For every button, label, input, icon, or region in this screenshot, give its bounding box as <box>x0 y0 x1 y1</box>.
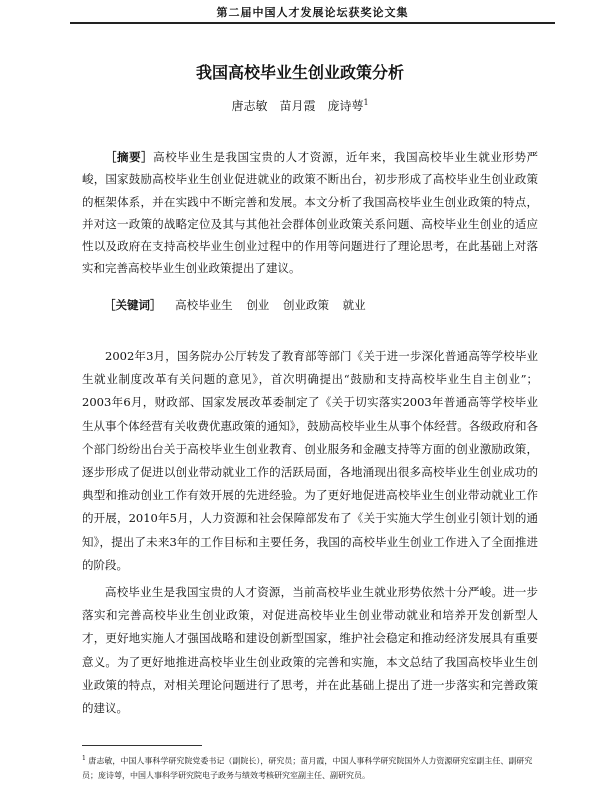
keyword: 创业政策 <box>282 298 329 312</box>
keyword: 高校毕业生 <box>175 298 233 312</box>
running-header: 第二届中国人才发展论坛获奖论文集 <box>70 4 555 24</box>
footnote-text: 唐志敏，中国人事科学研究院党委书记（副院长），研究员；苗月霞，中国人事科学研究院国外人力资源研究室副主任、副研究员；庞诗萼，中国人事科学研究院电子政务与绩效考核研究室副主任、副研究员。 <box>82 756 533 780</box>
body-paragraph-1: 2002年3月，国务院办公厅转发了教育部等部门《关于进一步深化普通高等学校毕业生就业制度改革有关问题的意见》，首次明确提出“鼓励和支持高校毕业生自主创业”；2003年6月，财政部、国家发展改革委制定了《关于切实落实2003年普通高等学校毕业生从事个体经营有关收费优惠政策的通知》，鼓励高校毕业生从事个体经营。各级政府和各个部门纷纷出台关于高校毕业生创业教育、创业服务和金融支持等方面的创业激励政策，逐步形成了促进以创业带动就业工作的活跃局面，各地涌现出很多高校毕业生创业成功的典型和推动创业工作有效开展的先进经验。为了更好地促进高校毕业生创业带动就业工作的开展，2010年5月，人力资源和社会保障部发布了《关于实施大学生创业引领计划的通知》，提出了未来3年的工作目标和主要任务，我国的高校毕业生创业工作进入了全面推进的阶段。 <box>82 349 538 572</box>
keyword: 就业 <box>342 298 366 312</box>
author-line <box>0 97 600 114</box>
abstract <box>82 146 538 280</box>
footnote-marker: 1 <box>82 755 86 762</box>
footnote-divider <box>82 745 202 746</box>
keyword: 创业 <box>246 298 270 312</box>
body-paragraph-2: 高校毕业生是我国宝贵的人才资源，当前高校毕业生就业形势依然十分严峻。进一步落实和完善高校毕业生创业政策，对促进高校毕业生创业带动就业和培养开发创新型人才，更好地实施人才强国战略和建设创新型国家，维护社会稳定和推动经济发展具有重要意义。为了更好地推进高校毕业生创业政策的完善和实施，本文总结了我国高校毕业生创业政策的特点，对相关理论问题进行了思考，并在此基础上提出了进一步落实和完善政策的建议。 <box>82 585 538 716</box>
author-footnote-marker: 1 <box>363 98 369 107</box>
author-names: 唐志敏 苗月霞 庞诗萼 <box>231 99 364 113</box>
abstract-text: 高校毕业生是我国宝贵的人才资源，近年来，我国高校毕业生就业形势严峻，国家鼓励高校毕业生创业促进就业的政策不断出台，初步形成了高校毕业生创业政策的框架体系，并在实践中不断完善和发展。本文分析了我国高校毕业生创业政策的特点，并对这一政策的战略定位及其与其他社会群体创业政策关系问题、高校毕业生创业的适应性以及政府在支持高校毕业生创业过程中的作用等问题进行了理论思考，在此基础上对落实和完善高校毕业生创业政策提出了建议。 <box>82 150 538 276</box>
footnote <box>82 752 538 783</box>
abstract-label: ［摘要］ <box>105 150 154 164</box>
paper-title: 我国高校毕业生创业政策分析 <box>195 63 404 82</box>
keywords <box>104 297 376 313</box>
keywords-label: ［关键词］ <box>104 298 162 312</box>
